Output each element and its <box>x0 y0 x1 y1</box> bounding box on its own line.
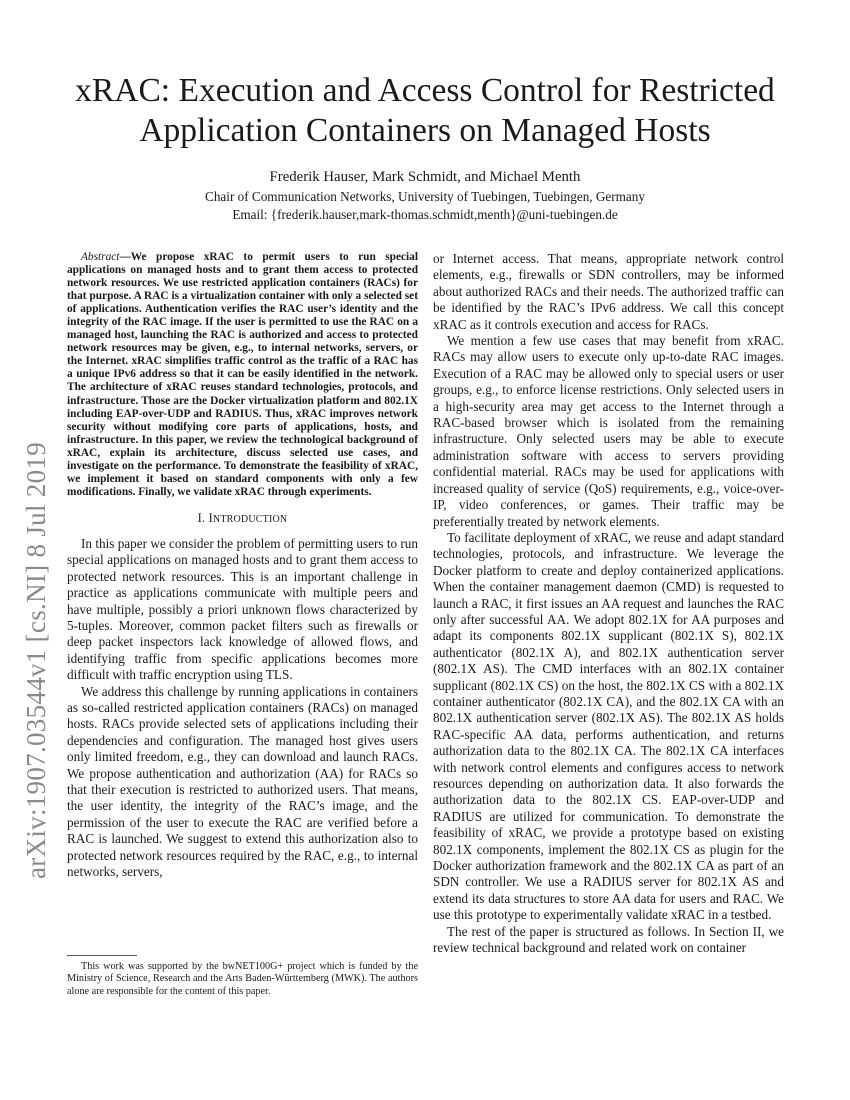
funding-footnote: This work was supported by the bwNET100G+ project which is funded by the Ministry of Science, Research and the Arts Baden-Württemberg (MWK). The authors alone are responsible for the content of this paper. <box>67 961 418 997</box>
body-paragraph: or Internet access. That means, appropriate network control elements, e.g., firewalls or SDN controllers, may be informed about authorized RACs and their needs. The authorized traffic can be identified by the RAC’s IPv6 address. We call this concept xRAC as it controls execution and access for RACs. <box>433 251 784 332</box>
abstract-label: Abstract <box>81 251 120 263</box>
footnote-divider <box>67 955 137 956</box>
affiliation: Chair of Communication Networks, University of Tuebingen, Tuebingen, Germany <box>205 189 645 204</box>
abstract-text: —We propose xRAC to permit users to run special applications on managed hosts and to grant them access to protected network resources. We use restricted application containers (RACs) for that purpose. A RAC is a virtualization container with only a selected set of applications. Authentication verifies the RAC user’s identity and the integrity of the RAC image. If the user is permitted to use the RAC on a managed host, launching the RAC is authorized and access to protected network resources may be given, e.g., to internal networks, servers, or the Internet. xRAC simplifies traffic control as the traffic of a RAC has a unique IPv6 address so that it can be easily identified in the network. The architecture of xRAC reuses standard technologies, protocols, and infrastructure. Those are the Docker virtualization platform and 802.1X including EAP-over-UDP and RADIUS. Thus, xRAC improves network security without modifying core parts of applications, hosts, and infrastructure. In this paper, we review the technological background of xRAC, explain its architecture, discuss selected use cases, and investigate on the performance. To demonstrate the feasibility of xRAC, we implement it based on standard components with only a few modifications. Finally, we validate xRAC through experiments. <box>67 251 418 498</box>
body-paragraph: We mention a few use cases that may benefit from xRAC. RACs may allow users to execute only up-to-date RAC images. Execution of a RAC may be allowed only to special users or user groups, e.g., to enforce license restrictions. Only selected users in a high-security area may get access to the Internet through a RAC-based browser which is isolated from the remaining infrastructure. Only selected users may be able to execute administration software with access to servers providing confidential material. RACs may be used for applications with increased quality of service (QoS) requirements, e.g., voice-over-IP, video conferences, or games. Their traffic may be preferentially treated by network elements. <box>433 333 784 529</box>
author-email: Email: {frederik.hauser,mark-thomas.schmidt,menth}@uni-tuebingen.de <box>232 207 618 222</box>
body-paragraph: The rest of the paper is structured as follows. In Section II, we review technical background and related work on container <box>433 923 784 956</box>
body-paragraph: To facilitate deployment of xRAC, we reuse and adapt standard technologies, protocols, and infrastructure. We leverage the Docker platform to create and deploy containerized applications. When the container management daemon (CMD) is requested to launch a RAC, it first issues an AA request and launches the RAC only after successful AA. We adopt 802.1X for AA purposes and adapt its components 802.1X supplicant (802.1X S), 802.1X authenticator (802.1X A), and 802.1X authentication server (802.1X AS). The CMD interfaces with an 802.1X container supplicant (802.1X CS) on the host, the 802.1X CS with a 802.1X container authenticator (802.1X CA), and the 802.1X CA with an 802.1X authentication server (802.1X AS). The 802.1X AS holds RAC-specific AA data, performs authentication, and returns authorization data to the 802.1X CA. The 802.1X CA interfaces with network control elements and configures access to network resources depending on authorization data. It also forwards the authorization data to the 802.1X CS. EAP-over-UDP and RADIUS are utilized for communication. To demonstrate the feasibility of xRAC, we provide a prototype based on existing 802.1X components, implement the 802.1X CS as plugin for the Docker authorization framework and the 802.1X CA as part of an SDN controller. We use a RADIUS server for 802.1X AS and extend its data structures to store AA data for users and RAC. We use this prototype to experimentally validate xRAC in a testbed. <box>433 529 784 923</box>
body-paragraph: We address this challenge by running applications in containers as so-called restricted application containers (RACs) on managed hosts. RACs provide selected sets of applications including their dependencies and configuration. The managed host gives users only limited freedom, e.g., they can download and launch RACs. We propose authentication and authorization (AA) for RACs so that their execution is restricted to authorized users. That means, the user identity, the integrity of the RAC’s image, and the permission of the user to execute the RAC are verified before a RAC is launched. We suggest to extend this authorization also to protected network resources required by the RAC, e.g., to internal networks, servers, <box>67 683 418 880</box>
author-list: Frederik Hauser, Mark Schmidt, and Michael Menth <box>269 169 581 185</box>
left-column <box>67 251 418 880</box>
paper-title <box>60 71 790 151</box>
abstract <box>67 251 418 499</box>
title-line-1: xRAC: Execution and Access Control for Restricted <box>75 72 775 109</box>
arxiv-identifier <box>6 320 68 1000</box>
arxiv-identifier-text: arXiv:1907.03544v1 [cs.NI] 8 Jul 2019 <box>21 441 52 879</box>
title-line-2: Application Containers on Managed Hosts <box>139 112 711 149</box>
body-paragraph: In this paper we consider the problem of permitting users to run special applications on managed hosts and to grant them access to protected network resources. This is an important challenge in practice as applications communicate with multiple peers and have multiple, possibly a priori unknown flows characterized by 5-tuples. Moreover, common packet filters such as firewalls or deep packet inspectors lack knowledge of allowed flows, and identifying traffic from specific applications becomes more difficult with traffic encryption using TLS. <box>67 535 418 683</box>
section-title: NTRODUCTION <box>212 513 288 525</box>
right-column <box>433 251 784 956</box>
section-heading-introduction <box>67 511 418 526</box>
section-numeral: I. I <box>197 510 213 525</box>
